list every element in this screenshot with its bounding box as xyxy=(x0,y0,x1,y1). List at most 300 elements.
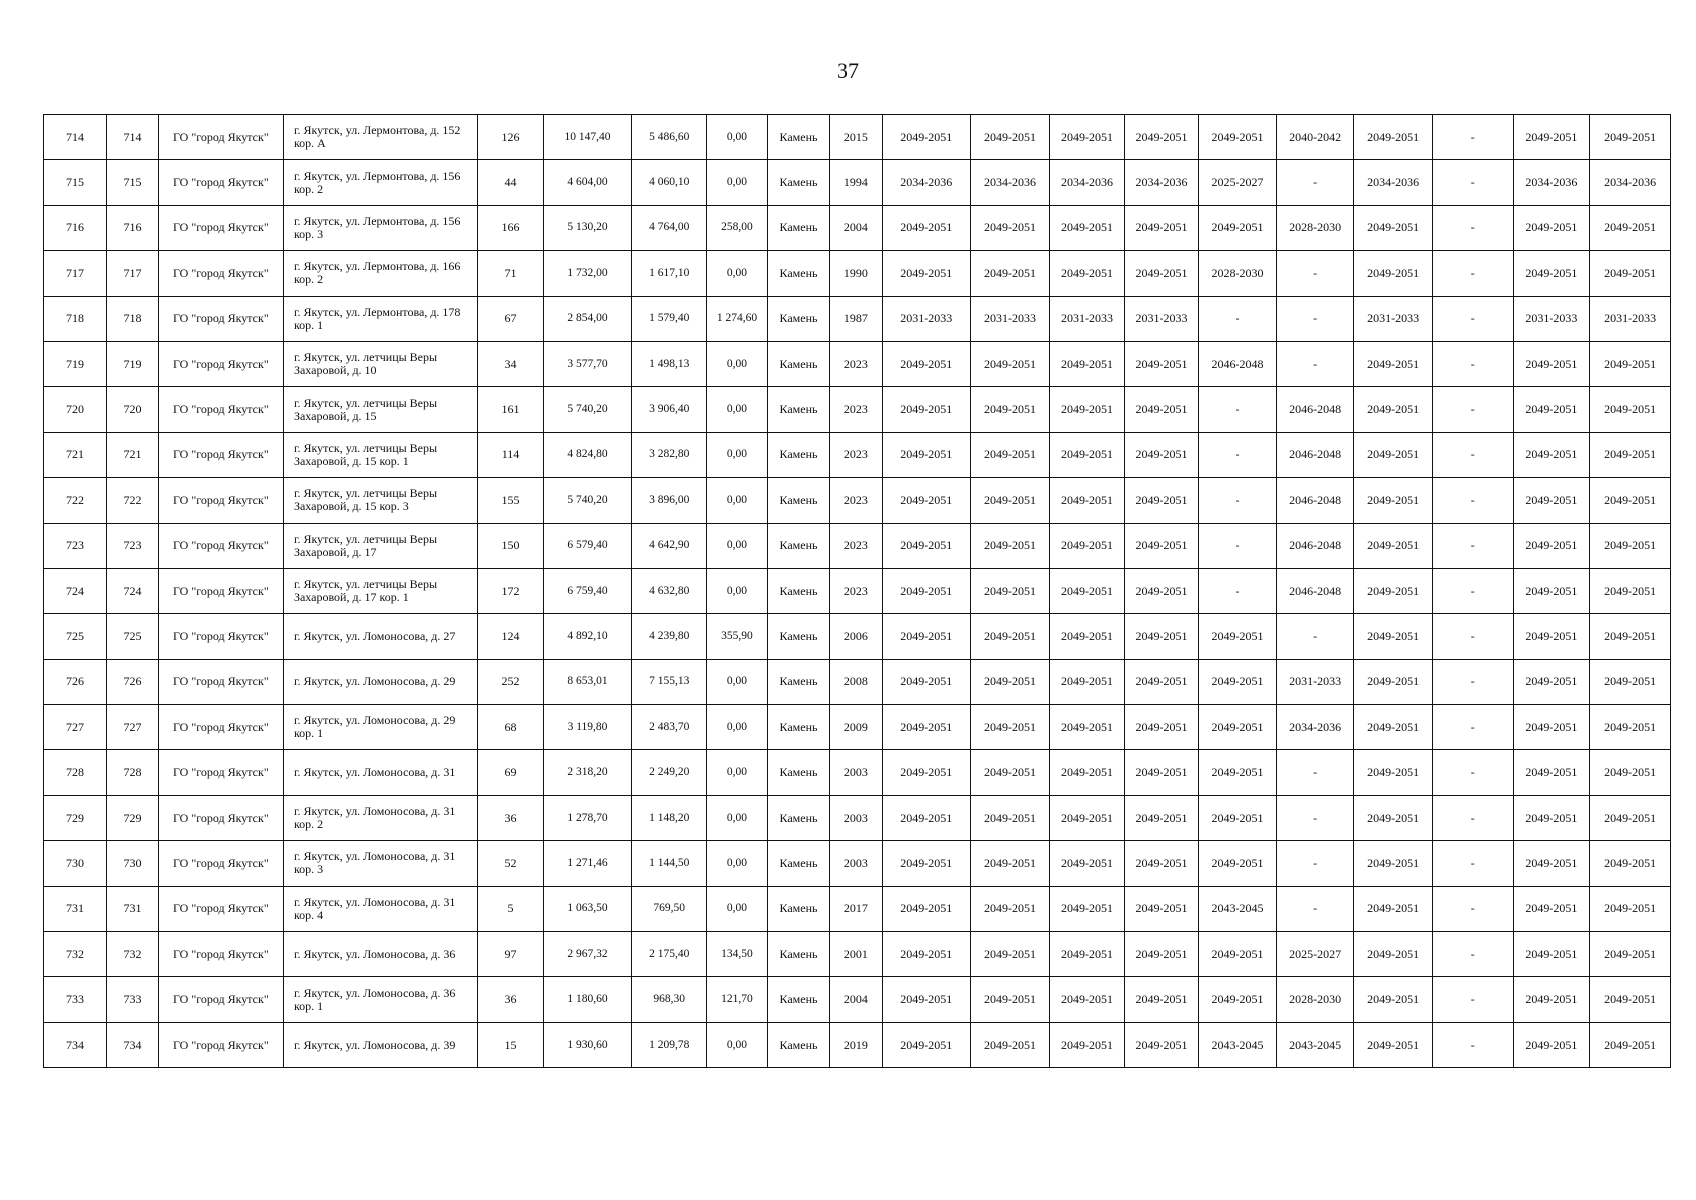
period-8-cell: - xyxy=(1432,432,1513,477)
address-cell: г. Якутск, ул. Лермонтова, д. 166 кор. 2 xyxy=(283,251,477,296)
build-year-cell: 2009 xyxy=(830,705,883,750)
record-number-cell: 724 xyxy=(107,568,159,613)
period-3-cell: 2049-2051 xyxy=(1050,205,1124,250)
build-year-cell: 2017 xyxy=(830,886,883,931)
period-1-cell: 2049-2051 xyxy=(882,341,970,386)
total-area-cell: 3 577,70 xyxy=(543,341,632,386)
period-8-cell: - xyxy=(1432,478,1513,523)
row-number-cell: 725 xyxy=(44,614,107,659)
address-cell: г. Якутск, ул. Ломоносова, д. 31 кор. 4 xyxy=(283,886,477,931)
total-area-cell: 5 130,20 xyxy=(543,205,632,250)
municipality-cell: ГО "город Якутск" xyxy=(158,659,283,704)
period-7-cell: 2049-2051 xyxy=(1354,341,1433,386)
period-6-cell: - xyxy=(1276,795,1354,840)
period-9-cell: 2031-2033 xyxy=(1513,296,1590,341)
row-number-cell: 734 xyxy=(44,1022,107,1067)
period-7-cell: 2049-2051 xyxy=(1354,1022,1433,1067)
period-4-cell: 2049-2051 xyxy=(1124,705,1198,750)
address-cell: г. Якутск, ул. Лермонтова, д. 178 кор. 1 xyxy=(283,296,477,341)
period-7-cell: 2049-2051 xyxy=(1354,387,1433,432)
period-5-cell: - xyxy=(1199,296,1277,341)
total-area-cell: 5 740,20 xyxy=(543,387,632,432)
living-area-cell: 1 579,40 xyxy=(632,296,706,341)
period-10-cell: 2049-2051 xyxy=(1590,614,1671,659)
living-area-cell: 4 060,10 xyxy=(632,160,706,205)
period-1-cell: 2049-2051 xyxy=(882,977,970,1022)
period-7-cell: 2049-2051 xyxy=(1354,432,1433,477)
address-cell: г. Якутск, ул. Ломоносова, д. 31 кор. 3 xyxy=(283,841,477,886)
wall-material-cell: Камень xyxy=(767,977,829,1022)
period-7-cell: 2049-2051 xyxy=(1354,478,1433,523)
living-area-cell: 3 282,80 xyxy=(632,432,706,477)
total-area-cell: 2 854,00 xyxy=(543,296,632,341)
period-3-cell: 2031-2033 xyxy=(1050,296,1124,341)
period-2-cell: 2049-2051 xyxy=(970,478,1050,523)
period-4-cell: 2049-2051 xyxy=(1124,568,1198,613)
period-3-cell: 2049-2051 xyxy=(1050,568,1124,613)
period-9-cell: 2049-2051 xyxy=(1513,568,1590,613)
period-10-cell: 2049-2051 xyxy=(1590,659,1671,704)
record-number-cell: 721 xyxy=(107,432,159,477)
residents-cell: 114 xyxy=(478,432,543,477)
municipality-cell: ГО "город Якутск" xyxy=(158,750,283,795)
address-cell: г. Якутск, ул. летчицы Веры Захаровой, д. 15 кор. 1 xyxy=(283,432,477,477)
period-6-cell: 2046-2048 xyxy=(1276,432,1354,477)
build-year-cell: 2023 xyxy=(830,568,883,613)
period-4-cell: 2049-2051 xyxy=(1124,478,1198,523)
row-number-cell: 727 xyxy=(44,705,107,750)
wall-material-cell: Камень xyxy=(767,705,829,750)
period-4-cell: 2049-2051 xyxy=(1124,886,1198,931)
total-area-cell: 1 732,00 xyxy=(543,251,632,296)
period-3-cell: 2049-2051 xyxy=(1050,251,1124,296)
municipality-cell: ГО "город Якутск" xyxy=(158,795,283,840)
total-area-cell: 8 653,01 xyxy=(543,659,632,704)
period-8-cell: - xyxy=(1432,341,1513,386)
table-row xyxy=(44,568,1671,613)
period-5-cell: 2049-2051 xyxy=(1199,977,1277,1022)
table-row xyxy=(44,932,1671,977)
period-6-cell: - xyxy=(1276,841,1354,886)
municipality-cell: ГО "город Якутск" xyxy=(158,841,283,886)
nonresidential-area-cell: 0,00 xyxy=(706,115,767,160)
period-10-cell: 2049-2051 xyxy=(1590,841,1671,886)
period-8-cell: - xyxy=(1432,1022,1513,1067)
record-number-cell: 733 xyxy=(107,977,159,1022)
period-1-cell: 2049-2051 xyxy=(882,932,970,977)
period-5-cell: - xyxy=(1199,523,1277,568)
period-9-cell: 2049-2051 xyxy=(1513,659,1590,704)
nonresidential-area-cell: 0,00 xyxy=(706,568,767,613)
period-5-cell: 2049-2051 xyxy=(1199,659,1277,704)
municipality-cell: ГО "город Якутск" xyxy=(158,568,283,613)
period-8-cell: - xyxy=(1432,115,1513,160)
living-area-cell: 2 483,70 xyxy=(632,705,706,750)
period-4-cell: 2049-2051 xyxy=(1124,387,1198,432)
period-2-cell: 2034-2036 xyxy=(970,160,1050,205)
record-number-cell: 734 xyxy=(107,1022,159,1067)
period-1-cell: 2049-2051 xyxy=(882,432,970,477)
total-area-cell: 4 604,00 xyxy=(543,160,632,205)
build-year-cell: 2023 xyxy=(830,478,883,523)
period-8-cell: - xyxy=(1432,886,1513,931)
period-1-cell: 2049-2051 xyxy=(882,478,970,523)
nonresidential-area-cell: 0,00 xyxy=(706,795,767,840)
period-6-cell: - xyxy=(1276,341,1354,386)
address-cell: г. Якутск, ул. летчицы Веры Захаровой, д. 15 кор. 3 xyxy=(283,478,477,523)
period-9-cell: 2049-2051 xyxy=(1513,341,1590,386)
period-1-cell: 2031-2033 xyxy=(882,296,970,341)
period-10-cell: 2049-2051 xyxy=(1590,886,1671,931)
period-3-cell: 2049-2051 xyxy=(1050,705,1124,750)
wall-material-cell: Камень xyxy=(767,387,829,432)
address-cell: г. Якутск, ул. Лермонтова, д. 156 кор. 3 xyxy=(283,205,477,250)
table-row xyxy=(44,659,1671,704)
period-2-cell: 2049-2051 xyxy=(970,977,1050,1022)
period-5-cell: 2049-2051 xyxy=(1199,205,1277,250)
period-6-cell: - xyxy=(1276,750,1354,795)
period-7-cell: 2049-2051 xyxy=(1354,251,1433,296)
living-area-cell: 4 642,90 xyxy=(632,523,706,568)
period-2-cell: 2049-2051 xyxy=(970,205,1050,250)
total-area-cell: 10 147,40 xyxy=(543,115,632,160)
period-3-cell: 2049-2051 xyxy=(1050,795,1124,840)
table-row xyxy=(44,160,1671,205)
period-5-cell: 2043-2045 xyxy=(1199,1022,1277,1067)
table-row xyxy=(44,705,1671,750)
period-2-cell: 2049-2051 xyxy=(970,932,1050,977)
total-area-cell: 6 579,40 xyxy=(543,523,632,568)
municipality-cell: ГО "город Якутск" xyxy=(158,160,283,205)
row-number-cell: 721 xyxy=(44,432,107,477)
page-number: 37 xyxy=(837,58,859,83)
wall-material-cell: Камень xyxy=(767,251,829,296)
record-number-cell: 727 xyxy=(107,705,159,750)
residents-cell: 124 xyxy=(478,614,543,659)
period-7-cell: 2049-2051 xyxy=(1354,841,1433,886)
period-7-cell: 2049-2051 xyxy=(1354,205,1433,250)
period-6-cell: - xyxy=(1276,614,1354,659)
period-7-cell: 2049-2051 xyxy=(1354,115,1433,160)
address-cell: г. Якутск, ул. летчицы Веры Захаровой, д. 10 xyxy=(283,341,477,386)
period-4-cell: 2049-2051 xyxy=(1124,795,1198,840)
wall-material-cell: Камень xyxy=(767,932,829,977)
period-4-cell: 2034-2036 xyxy=(1124,160,1198,205)
period-10-cell: 2049-2051 xyxy=(1590,205,1671,250)
period-5-cell: 2049-2051 xyxy=(1199,115,1277,160)
period-10-cell: 2049-2051 xyxy=(1590,705,1671,750)
nonresidential-area-cell: 0,00 xyxy=(706,251,767,296)
period-1-cell: 2049-2051 xyxy=(882,705,970,750)
period-3-cell: 2049-2051 xyxy=(1050,886,1124,931)
period-10-cell: 2049-2051 xyxy=(1590,523,1671,568)
total-area-cell: 1 063,50 xyxy=(543,886,632,931)
table-row xyxy=(44,977,1671,1022)
period-5-cell: - xyxy=(1199,478,1277,523)
residents-cell: 155 xyxy=(478,478,543,523)
total-area-cell: 6 759,40 xyxy=(543,568,632,613)
nonresidential-area-cell: 1 274,60 xyxy=(706,296,767,341)
residents-cell: 67 xyxy=(478,296,543,341)
period-9-cell: 2049-2051 xyxy=(1513,705,1590,750)
period-3-cell: 2049-2051 xyxy=(1050,750,1124,795)
table-row xyxy=(44,841,1671,886)
residents-cell: 252 xyxy=(478,659,543,704)
living-area-cell: 2 249,20 xyxy=(632,750,706,795)
wall-material-cell: Камень xyxy=(767,795,829,840)
wall-material-cell: Камень xyxy=(767,478,829,523)
period-5-cell: 2043-2045 xyxy=(1199,886,1277,931)
residents-cell: 161 xyxy=(478,387,543,432)
period-8-cell: - xyxy=(1432,750,1513,795)
period-9-cell: 2049-2051 xyxy=(1513,750,1590,795)
row-number-cell: 726 xyxy=(44,659,107,704)
table-row xyxy=(44,432,1671,477)
municipality-cell: ГО "город Якутск" xyxy=(158,932,283,977)
period-6-cell: - xyxy=(1276,886,1354,931)
period-1-cell: 2049-2051 xyxy=(882,115,970,160)
build-year-cell: 2023 xyxy=(830,432,883,477)
living-area-cell: 2 175,40 xyxy=(632,932,706,977)
period-2-cell: 2049-2051 xyxy=(970,387,1050,432)
address-cell: г. Якутск, ул. летчицы Веры Захаровой, д. 17 кор. 1 xyxy=(283,568,477,613)
period-7-cell: 2049-2051 xyxy=(1354,705,1433,750)
period-3-cell: 2049-2051 xyxy=(1050,977,1124,1022)
period-4-cell: 2049-2051 xyxy=(1124,205,1198,250)
nonresidential-area-cell: 0,00 xyxy=(706,841,767,886)
wall-material-cell: Камень xyxy=(767,750,829,795)
living-area-cell: 1 498,13 xyxy=(632,341,706,386)
build-year-cell: 2019 xyxy=(830,1022,883,1067)
row-number-cell: 724 xyxy=(44,568,107,613)
period-9-cell: 2049-2051 xyxy=(1513,841,1590,886)
period-10-cell: 2049-2051 xyxy=(1590,568,1671,613)
address-cell: г. Якутск, ул. Ломоносова, д. 39 xyxy=(283,1022,477,1067)
municipality-cell: ГО "город Якутск" xyxy=(158,296,283,341)
period-3-cell: 2049-2051 xyxy=(1050,341,1124,386)
row-number-cell: 716 xyxy=(44,205,107,250)
period-9-cell: 2049-2051 xyxy=(1513,387,1590,432)
nonresidential-area-cell: 0,00 xyxy=(706,705,767,750)
living-area-cell: 968,30 xyxy=(632,977,706,1022)
row-number-cell: 730 xyxy=(44,841,107,886)
period-9-cell: 2049-2051 xyxy=(1513,251,1590,296)
period-4-cell: 2049-2051 xyxy=(1124,432,1198,477)
wall-material-cell: Камень xyxy=(767,841,829,886)
table-row xyxy=(44,750,1671,795)
period-8-cell: - xyxy=(1432,795,1513,840)
period-7-cell: 2049-2051 xyxy=(1354,795,1433,840)
period-2-cell: 2049-2051 xyxy=(970,614,1050,659)
address-cell: г. Якутск, ул. Лермонтова, д. 152 кор. А xyxy=(283,115,477,160)
period-9-cell: 2049-2051 xyxy=(1513,932,1590,977)
row-number-cell: 722 xyxy=(44,478,107,523)
period-6-cell: 2025-2027 xyxy=(1276,932,1354,977)
municipality-cell: ГО "город Якутск" xyxy=(158,251,283,296)
period-6-cell: 2034-2036 xyxy=(1276,705,1354,750)
build-year-cell: 2004 xyxy=(830,977,883,1022)
period-7-cell: 2031-2033 xyxy=(1354,296,1433,341)
build-year-cell: 2003 xyxy=(830,841,883,886)
total-area-cell: 4 892,10 xyxy=(543,614,632,659)
address-cell: г. Якутск, ул. Ломоносова, д. 27 xyxy=(283,614,477,659)
nonresidential-area-cell: 0,00 xyxy=(706,886,767,931)
nonresidential-area-cell: 0,00 xyxy=(706,1022,767,1067)
period-8-cell: - xyxy=(1432,251,1513,296)
residents-cell: 15 xyxy=(478,1022,543,1067)
wall-material-cell: Камень xyxy=(767,160,829,205)
wall-material-cell: Камень xyxy=(767,523,829,568)
period-1-cell: 2049-2051 xyxy=(882,568,970,613)
living-area-cell: 3 906,40 xyxy=(632,387,706,432)
record-number-cell: 714 xyxy=(107,115,159,160)
period-1-cell: 2049-2051 xyxy=(882,387,970,432)
address-cell: г. Якутск, ул. Ломоносова, д. 36 кор. 1 xyxy=(283,977,477,1022)
table-row xyxy=(44,115,1671,160)
address-cell: г. Якутск, ул. Ломоносова, д. 31 xyxy=(283,750,477,795)
period-5-cell: 2028-2030 xyxy=(1199,251,1277,296)
table-row xyxy=(44,478,1671,523)
period-10-cell: 2049-2051 xyxy=(1590,750,1671,795)
row-number-cell: 729 xyxy=(44,795,107,840)
period-3-cell: 2049-2051 xyxy=(1050,932,1124,977)
residents-cell: 36 xyxy=(478,795,543,840)
record-number-cell: 718 xyxy=(107,296,159,341)
period-10-cell: 2034-2036 xyxy=(1590,160,1671,205)
period-4-cell: 2049-2051 xyxy=(1124,932,1198,977)
period-8-cell: - xyxy=(1432,932,1513,977)
period-6-cell: 2046-2048 xyxy=(1276,478,1354,523)
nonresidential-area-cell: 0,00 xyxy=(706,523,767,568)
table-row xyxy=(44,341,1671,386)
municipality-cell: ГО "город Якутск" xyxy=(158,614,283,659)
period-2-cell: 2049-2051 xyxy=(970,115,1050,160)
period-6-cell: 2046-2048 xyxy=(1276,568,1354,613)
record-number-cell: 719 xyxy=(107,341,159,386)
living-area-cell: 4 764,00 xyxy=(632,205,706,250)
period-4-cell: 2049-2051 xyxy=(1124,523,1198,568)
build-year-cell: 2023 xyxy=(830,387,883,432)
address-cell: г. Якутск, ул. Ломоносова, д. 29 кор. 1 xyxy=(283,705,477,750)
period-5-cell: - xyxy=(1199,568,1277,613)
address-cell: г. Якутск, ул. летчицы Веры Захаровой, д. 15 xyxy=(283,387,477,432)
period-1-cell: 2049-2051 xyxy=(882,205,970,250)
period-3-cell: 2049-2051 xyxy=(1050,523,1124,568)
record-number-cell: 720 xyxy=(107,387,159,432)
period-6-cell: 2043-2045 xyxy=(1276,1022,1354,1067)
nonresidential-area-cell: 134,50 xyxy=(706,932,767,977)
period-1-cell: 2049-2051 xyxy=(882,659,970,704)
period-2-cell: 2049-2051 xyxy=(970,523,1050,568)
period-5-cell: 2049-2051 xyxy=(1199,795,1277,840)
nonresidential-area-cell: 0,00 xyxy=(706,387,767,432)
period-2-cell: 2049-2051 xyxy=(970,1022,1050,1067)
living-area-cell: 7 155,13 xyxy=(632,659,706,704)
table-row xyxy=(44,523,1671,568)
period-4-cell: 2049-2051 xyxy=(1124,1022,1198,1067)
period-10-cell: 2049-2051 xyxy=(1590,432,1671,477)
row-number-cell: 723 xyxy=(44,523,107,568)
residents-cell: 166 xyxy=(478,205,543,250)
period-3-cell: 2049-2051 xyxy=(1050,478,1124,523)
period-10-cell: 2049-2051 xyxy=(1590,932,1671,977)
period-3-cell: 2034-2036 xyxy=(1050,160,1124,205)
period-8-cell: - xyxy=(1432,523,1513,568)
table-row xyxy=(44,387,1671,432)
period-1-cell: 2034-2036 xyxy=(882,160,970,205)
housing-registry-table xyxy=(43,114,1671,1068)
period-9-cell: 2034-2036 xyxy=(1513,160,1590,205)
table-body xyxy=(44,115,1671,1068)
wall-material-cell: Камень xyxy=(767,886,829,931)
residents-cell: 52 xyxy=(478,841,543,886)
row-number-cell: 714 xyxy=(44,115,107,160)
wall-material-cell: Камень xyxy=(767,1022,829,1067)
period-7-cell: 2049-2051 xyxy=(1354,886,1433,931)
period-8-cell: - xyxy=(1432,705,1513,750)
wall-material-cell: Камень xyxy=(767,205,829,250)
period-10-cell: 2049-2051 xyxy=(1590,341,1671,386)
nonresidential-area-cell: 0,00 xyxy=(706,478,767,523)
total-area-cell: 4 824,80 xyxy=(543,432,632,477)
build-year-cell: 2001 xyxy=(830,932,883,977)
row-number-cell: 733 xyxy=(44,977,107,1022)
period-2-cell: 2031-2033 xyxy=(970,296,1050,341)
residents-cell: 44 xyxy=(478,160,543,205)
period-8-cell: - xyxy=(1432,841,1513,886)
period-9-cell: 2049-2051 xyxy=(1513,614,1590,659)
table-row xyxy=(44,886,1671,931)
period-2-cell: 2049-2051 xyxy=(970,251,1050,296)
record-number-cell: 726 xyxy=(107,659,159,704)
record-number-cell: 730 xyxy=(107,841,159,886)
period-2-cell: 2049-2051 xyxy=(970,659,1050,704)
living-area-cell: 1 148,20 xyxy=(632,795,706,840)
record-number-cell: 723 xyxy=(107,523,159,568)
row-number-cell: 719 xyxy=(44,341,107,386)
address-cell: г. Якутск, ул. летчицы Веры Захаровой, д. 17 xyxy=(283,523,477,568)
period-3-cell: 2049-2051 xyxy=(1050,432,1124,477)
build-year-cell: 2015 xyxy=(830,115,883,160)
period-7-cell: 2049-2051 xyxy=(1354,523,1433,568)
period-1-cell: 2049-2051 xyxy=(882,841,970,886)
nonresidential-area-cell: 0,00 xyxy=(706,750,767,795)
period-8-cell: - xyxy=(1432,296,1513,341)
period-5-cell: 2049-2051 xyxy=(1199,614,1277,659)
period-6-cell: - xyxy=(1276,160,1354,205)
period-7-cell: 2049-2051 xyxy=(1354,568,1433,613)
period-10-cell: 2049-2051 xyxy=(1590,977,1671,1022)
address-cell: г. Якутск, ул. Ломоносова, д. 31 кор. 2 xyxy=(283,795,477,840)
table-row xyxy=(44,296,1671,341)
period-8-cell: - xyxy=(1432,568,1513,613)
living-area-cell: 1 209,78 xyxy=(632,1022,706,1067)
nonresidential-area-cell: 355,90 xyxy=(706,614,767,659)
record-number-cell: 717 xyxy=(107,251,159,296)
period-8-cell: - xyxy=(1432,614,1513,659)
living-area-cell: 769,50 xyxy=(632,886,706,931)
period-8-cell: - xyxy=(1432,387,1513,432)
build-year-cell: 2003 xyxy=(830,750,883,795)
total-area-cell: 1 271,46 xyxy=(543,841,632,886)
period-3-cell: 2049-2051 xyxy=(1050,115,1124,160)
period-3-cell: 2049-2051 xyxy=(1050,614,1124,659)
period-9-cell: 2049-2051 xyxy=(1513,432,1590,477)
total-area-cell: 3 119,80 xyxy=(543,705,632,750)
nonresidential-area-cell: 0,00 xyxy=(706,659,767,704)
wall-material-cell: Камень xyxy=(767,296,829,341)
period-7-cell: 2049-2051 xyxy=(1354,750,1433,795)
